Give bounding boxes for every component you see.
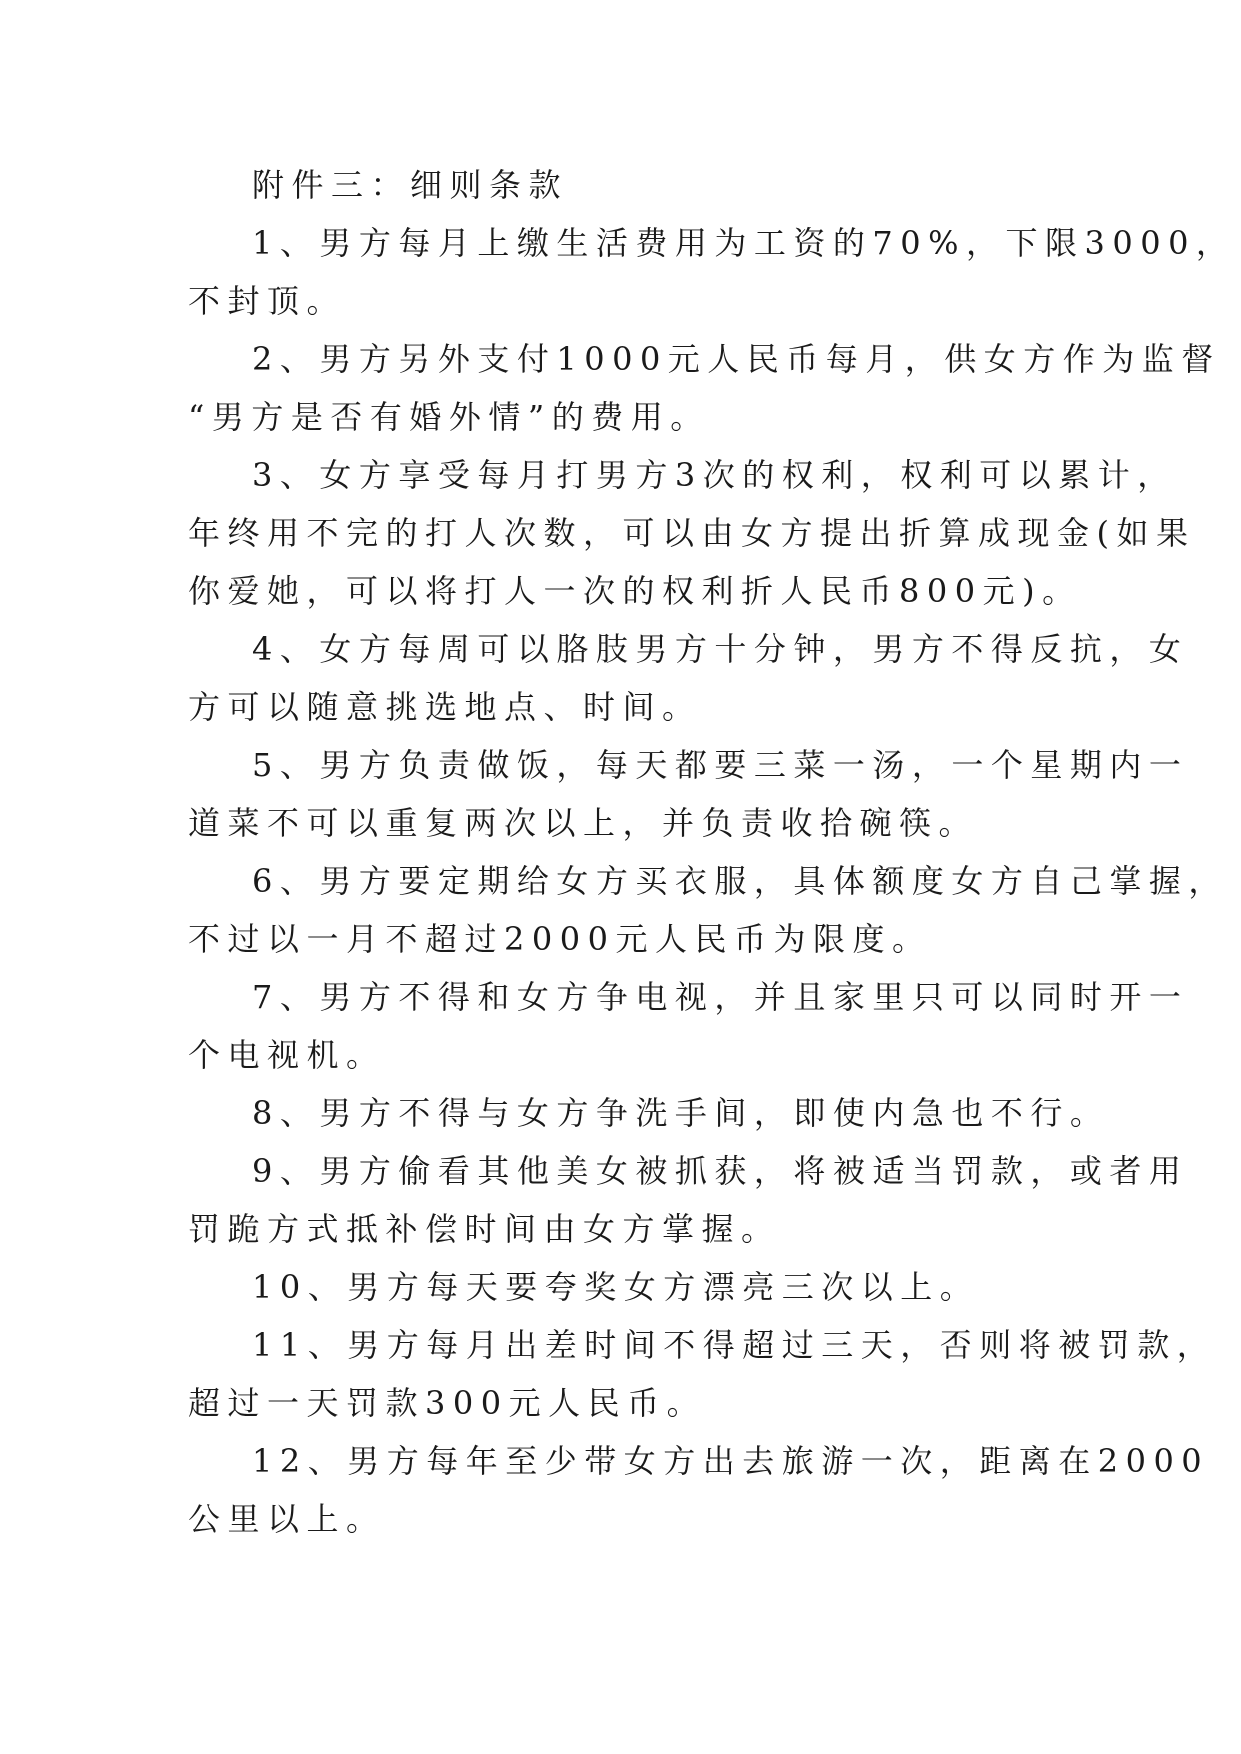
clause-line: 7、男方不得和女方争电视，并且家里只可以同时开一 [252,978,1189,1016]
clause-line: 你爱她，可以将打人一次的权利折人民币800元)。 [188,572,1082,610]
clause-line: 10、男方每天要夸奖女方漂亮三次以上。 [252,1268,980,1306]
clause-line: 年终用不完的打人次数，可以由女方提出折算成现金(如果 [188,514,1196,552]
clause-line: 8、男方不得与女方争洗手间，即使内急也不行。 [252,1094,1110,1132]
clause-line: 5、男方负责做饭，每天都要三菜一汤，一个星期内一 [252,746,1189,784]
clause-line: 6、男方要定期给女方买衣服，具体额度女方自己掌握， [252,862,1228,900]
clause-line: 公里以上。 [188,1500,386,1538]
clause-line: 3、女方享受每月打男方3次的权利，权利可以累计， [252,456,1177,494]
clause-line: 道菜不可以重复两次以上，并负责收拾碗筷。 [188,804,979,842]
document-title: 附件三：细则条款 [252,166,569,204]
clause-line: “男方是否有婚外情”的费用。 [188,398,710,436]
clause-line: 9、男方偷看其他美女被抓获，将被适当罚款，或者用 [252,1152,1189,1190]
clause-line: 2、男方另外支付1000元人民币每月，供女方作为监督 [252,340,1221,378]
clause-line: 方可以随意挑选地点、时间。 [188,688,702,726]
clause-line: 4、女方每周可以胳肢男方十分钟，男方不得反抗，女 [252,630,1189,668]
clause-line: 不过以一月不超过2000元人民币为限度。 [188,920,932,958]
clause-line: 个电视机。 [188,1036,386,1074]
clause-line: 11、男方每月出差时间不得超过三天，否则将被罚款， [252,1326,1217,1364]
document-body [188,156,1236,1548]
clause-line: 不封顶。 [188,282,347,320]
clause-line: 超过一天罚款300元人民币。 [188,1384,707,1422]
clause-line: 罚跪方式抵补偿时间由女方掌握。 [188,1210,781,1248]
clause-line: 12、男方每年至少带女方出去旅游一次，距离在2000 [252,1442,1210,1480]
clause-line: 1、男方每月上缴生活费用为工资的70%，下限3000， [252,224,1236,262]
